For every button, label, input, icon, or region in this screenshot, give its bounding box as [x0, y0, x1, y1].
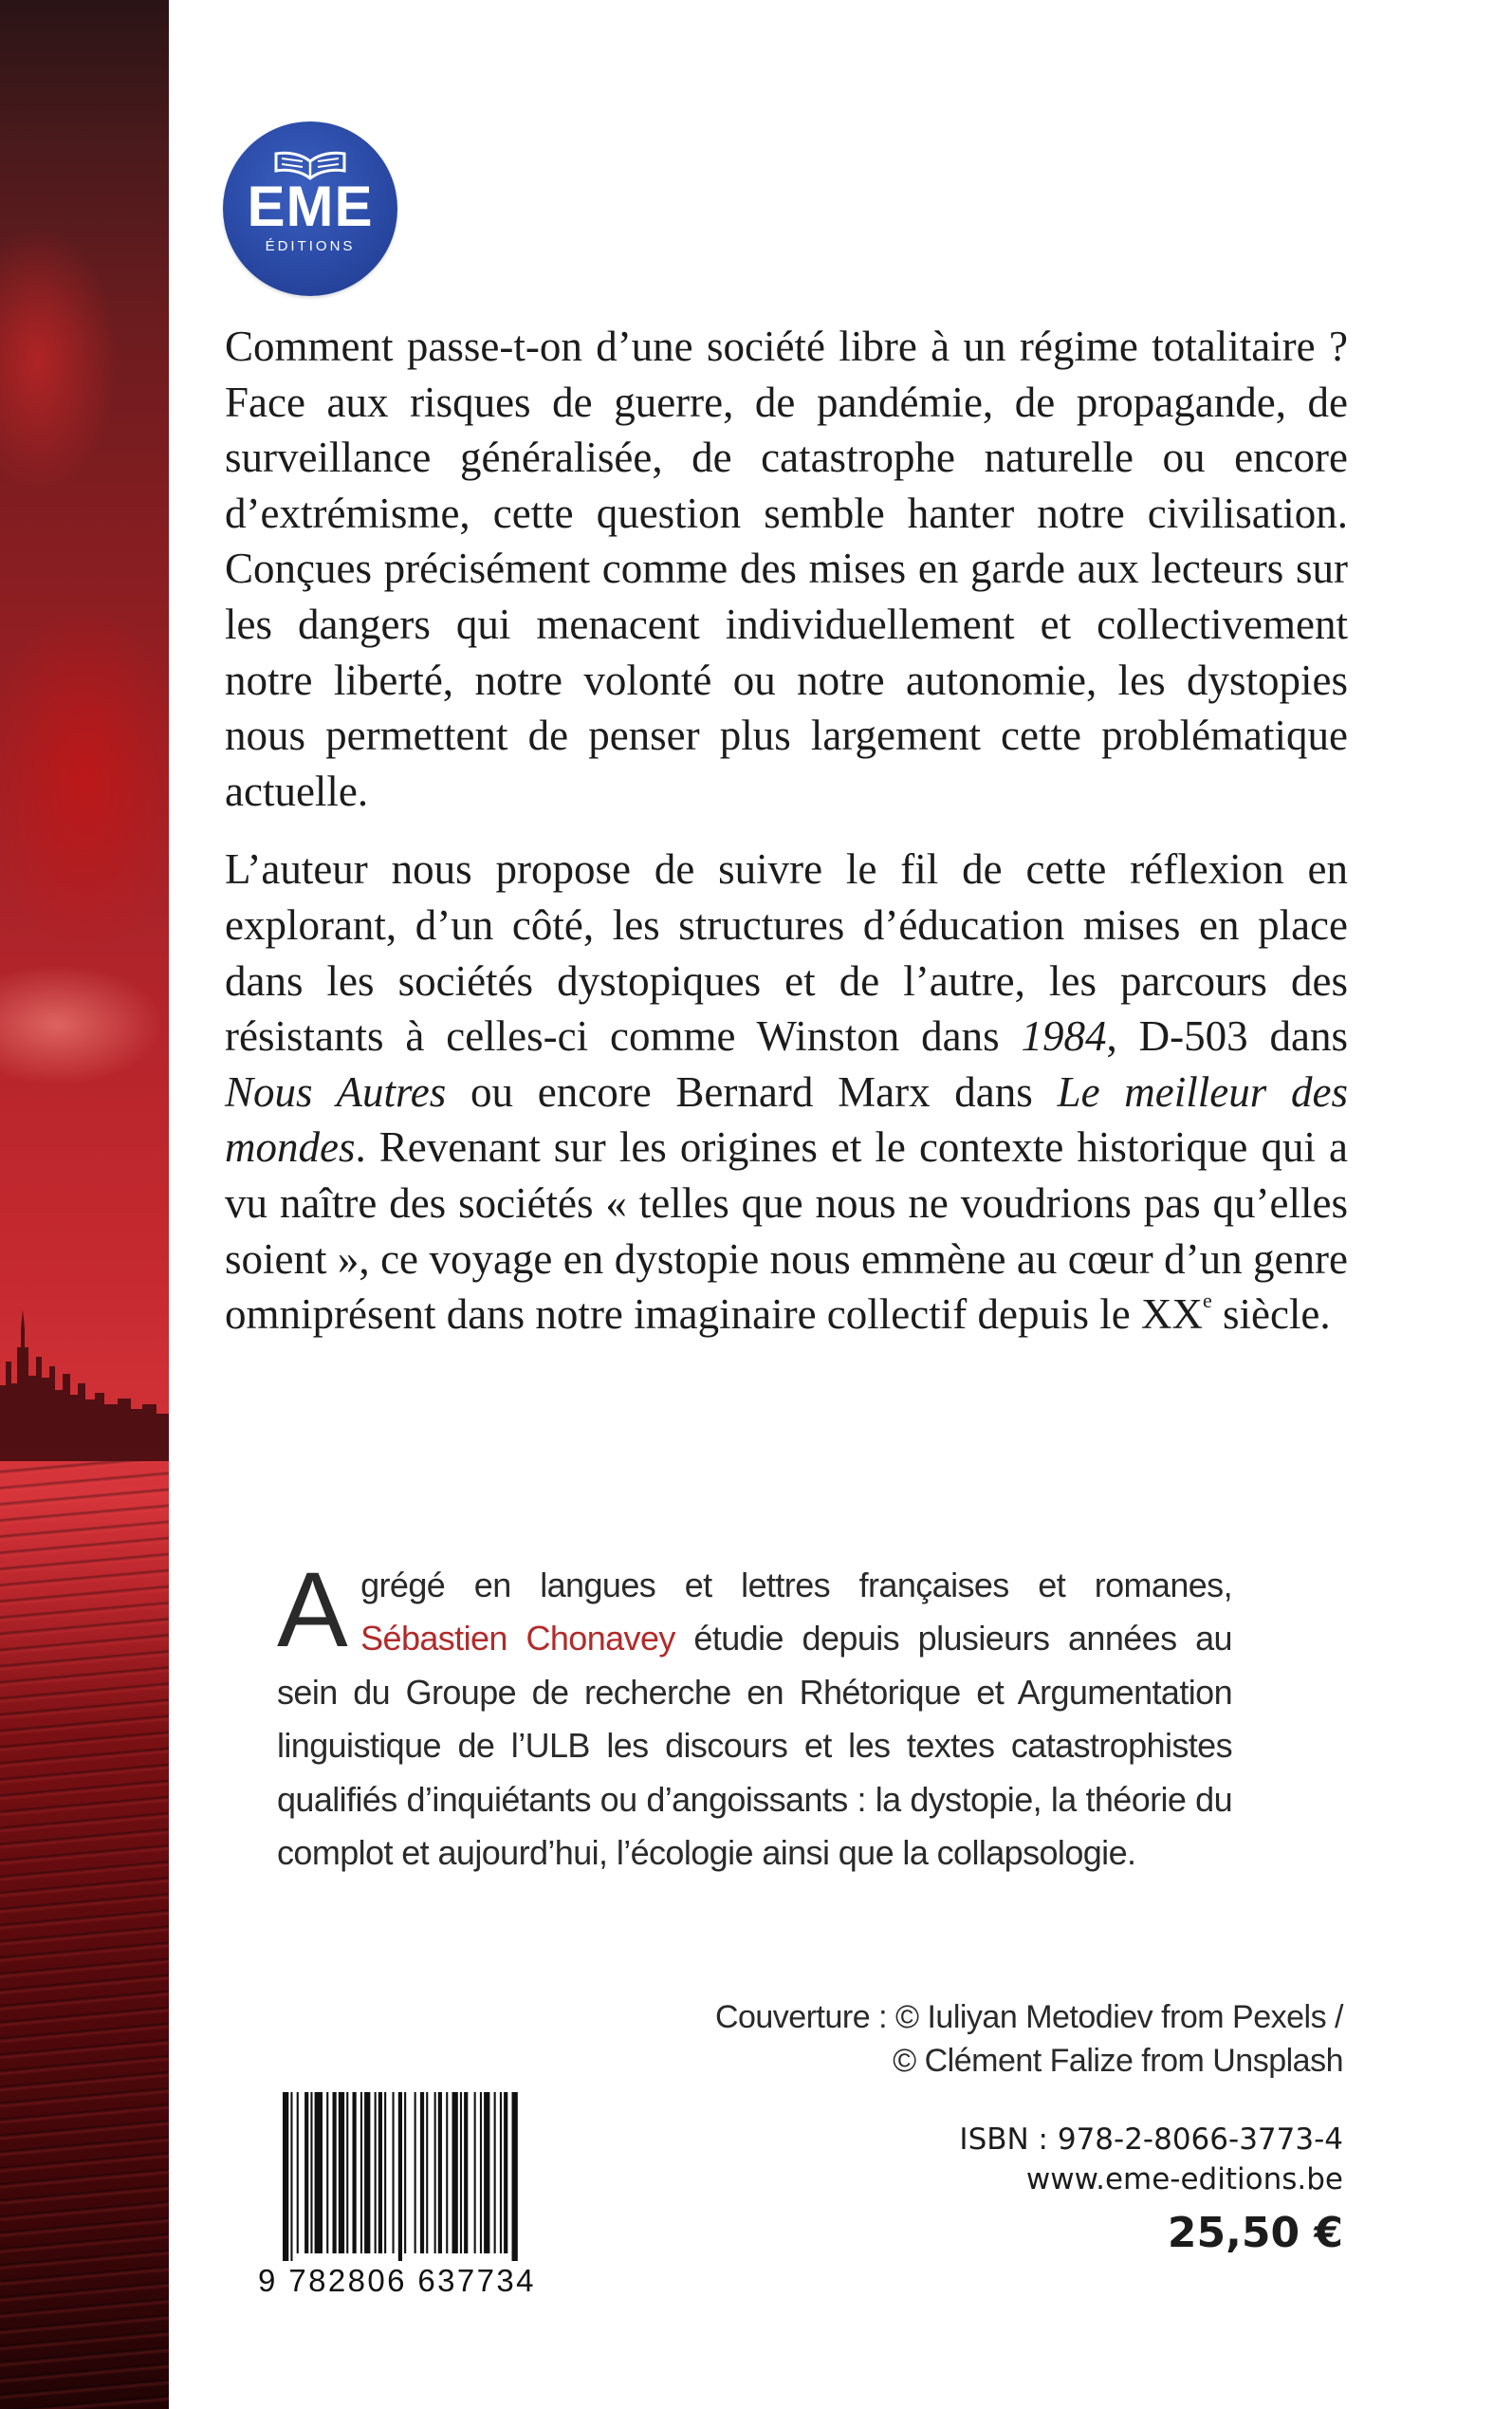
barcode-bar: [420, 2092, 424, 2253]
barcode-bar: [283, 2092, 288, 2261]
barcode-bar: [310, 2092, 312, 2253]
barcode-bar: [484, 2092, 489, 2253]
barcode-bar: [512, 2092, 518, 2261]
cover-photo-strip: [0, 0, 169, 2409]
barcode-bar: [346, 2092, 348, 2253]
barcode-bar: [474, 2092, 476, 2253]
barcode-bar: [446, 2092, 448, 2253]
book-description: [225, 319, 1348, 1343]
barcode-bar: [426, 2092, 428, 2253]
barcode-bar: [438, 2092, 442, 2253]
description-paragraph-1: Comment passe-t-on d’une société libre à un régime totalitaire ? Face aux risques de guerre, de pandémie, de propagande, de surveillance généralisée, de catastrophe naturelle ou encore d’extrémisme, cette question semble hanter notre civilisation. Conçues précisément comme des mises en garde aux lecteurs sur les dangers qui menacent individuellement et collectivement notre liberté, notre volonté ou notre autonomie, les dystopies nous permettent de penser plus largement cette problématique actuelle.: [225, 323, 1348, 815]
barcode-bar: [326, 2092, 328, 2253]
photo-credits: [679, 1995, 1343, 2083]
sea-texture: [0, 1461, 169, 2409]
isbn-barcode: [258, 2092, 571, 2298]
city-skyline-silhouette: [0, 1271, 169, 1461]
barcode-bar: [315, 2092, 323, 2253]
logo-wordmark: EME: [247, 175, 374, 238]
barcode-bar: [452, 2092, 458, 2253]
barcode-bar: [464, 2092, 468, 2253]
credit-line-1: Couverture : © Iuliyan Metodiev from Pexels /: [714, 1999, 1343, 2035]
barcode-bar: [434, 2092, 436, 2253]
barcode-bar: [290, 2092, 292, 2261]
barcode-bar: [404, 2092, 406, 2253]
barcode-bar: [494, 2092, 496, 2253]
barcode-bar: [353, 2092, 357, 2253]
dropcap-letter: A: [277, 1550, 348, 1669]
barcode-bar: [460, 2092, 462, 2253]
barcode-digits: 9 782806 637734: [258, 2263, 536, 2298]
description-paragraph-2: L’auteur nous propose de suivre le fil de cette réflexion en explorant, d’un côté, les structures d’éducation mises en place dans les sociétés dystopiques et de l’autre, les parcours des résistants à celles-ci comme Winston dans 1984, D-503 dans Nous Autres ou encore Bernard Marx dans Le meilleur des mondes. Revenant sur les origines et le contexte historique qui a vu naître des sociétés « telles que nous ne voudrions pas qu’elles soient », ce voyage en dystopie nous emmène au cœur d’un genre omniprésent dans notre imaginaire collectif depuis le XXe siècle.: [225, 845, 1348, 1339]
barcode-bar: [415, 2092, 416, 2253]
barcode-bar: [500, 2092, 502, 2253]
author-bio: Agrégé en langues et lettres françaises et romanes, Sébastien Chonavey étudie depuis plusieurs années au sein du Groupe de recherche en Rhétorique et Argumentation linguistique de l’ULB les discours et les textes catastrophistes qualifiés d’inquiétants ou d’angoissants : la dystopie, la théorie du complot et aujourd’hui, l’écologie ainsi que la collapsologie.: [277, 1550, 1232, 1873]
barcode-bar: [480, 2092, 482, 2253]
barcode-bar: [360, 2092, 362, 2253]
price: 25,50 €: [1167, 2209, 1343, 2257]
barcode-bars: [258, 2092, 571, 2261]
barcode-bar: [398, 2092, 402, 2261]
barcode-bar: [504, 2092, 507, 2253]
author-name: Sébastien Chonavey: [360, 1619, 675, 1659]
website-link[interactable]: www.eme-editions.be: [1025, 2162, 1343, 2196]
title-1984: 1984: [1021, 1012, 1107, 1061]
title-meilleur-des-mondes: Le meilleur des mondes: [225, 1067, 1348, 1172]
century-superscript: e: [1202, 1288, 1212, 1313]
logo-subtitle: ÉDITIONS: [265, 238, 356, 254]
barcode-bar: [375, 2092, 377, 2253]
barcode-bar: [333, 2092, 337, 2253]
barcode-bar: [364, 2092, 370, 2253]
barcode-bar: [304, 2092, 308, 2253]
isbn-number: ISBN : 978-2-8066-3773-4: [959, 2122, 1343, 2157]
isbn-price-block: [774, 2120, 1343, 2260]
barcode-bar: [297, 2092, 299, 2253]
title-nous-autres: Nous Autres: [225, 1067, 447, 1116]
barcode-bar: [393, 2092, 395, 2253]
credit-line-2: © Clément Falize from Unsplash: [893, 2043, 1343, 2079]
barcode-bar: [378, 2092, 382, 2253]
publisher-logo: [223, 121, 397, 296]
barcode-bar: [384, 2092, 386, 2253]
barcode-bar: [339, 2092, 344, 2253]
